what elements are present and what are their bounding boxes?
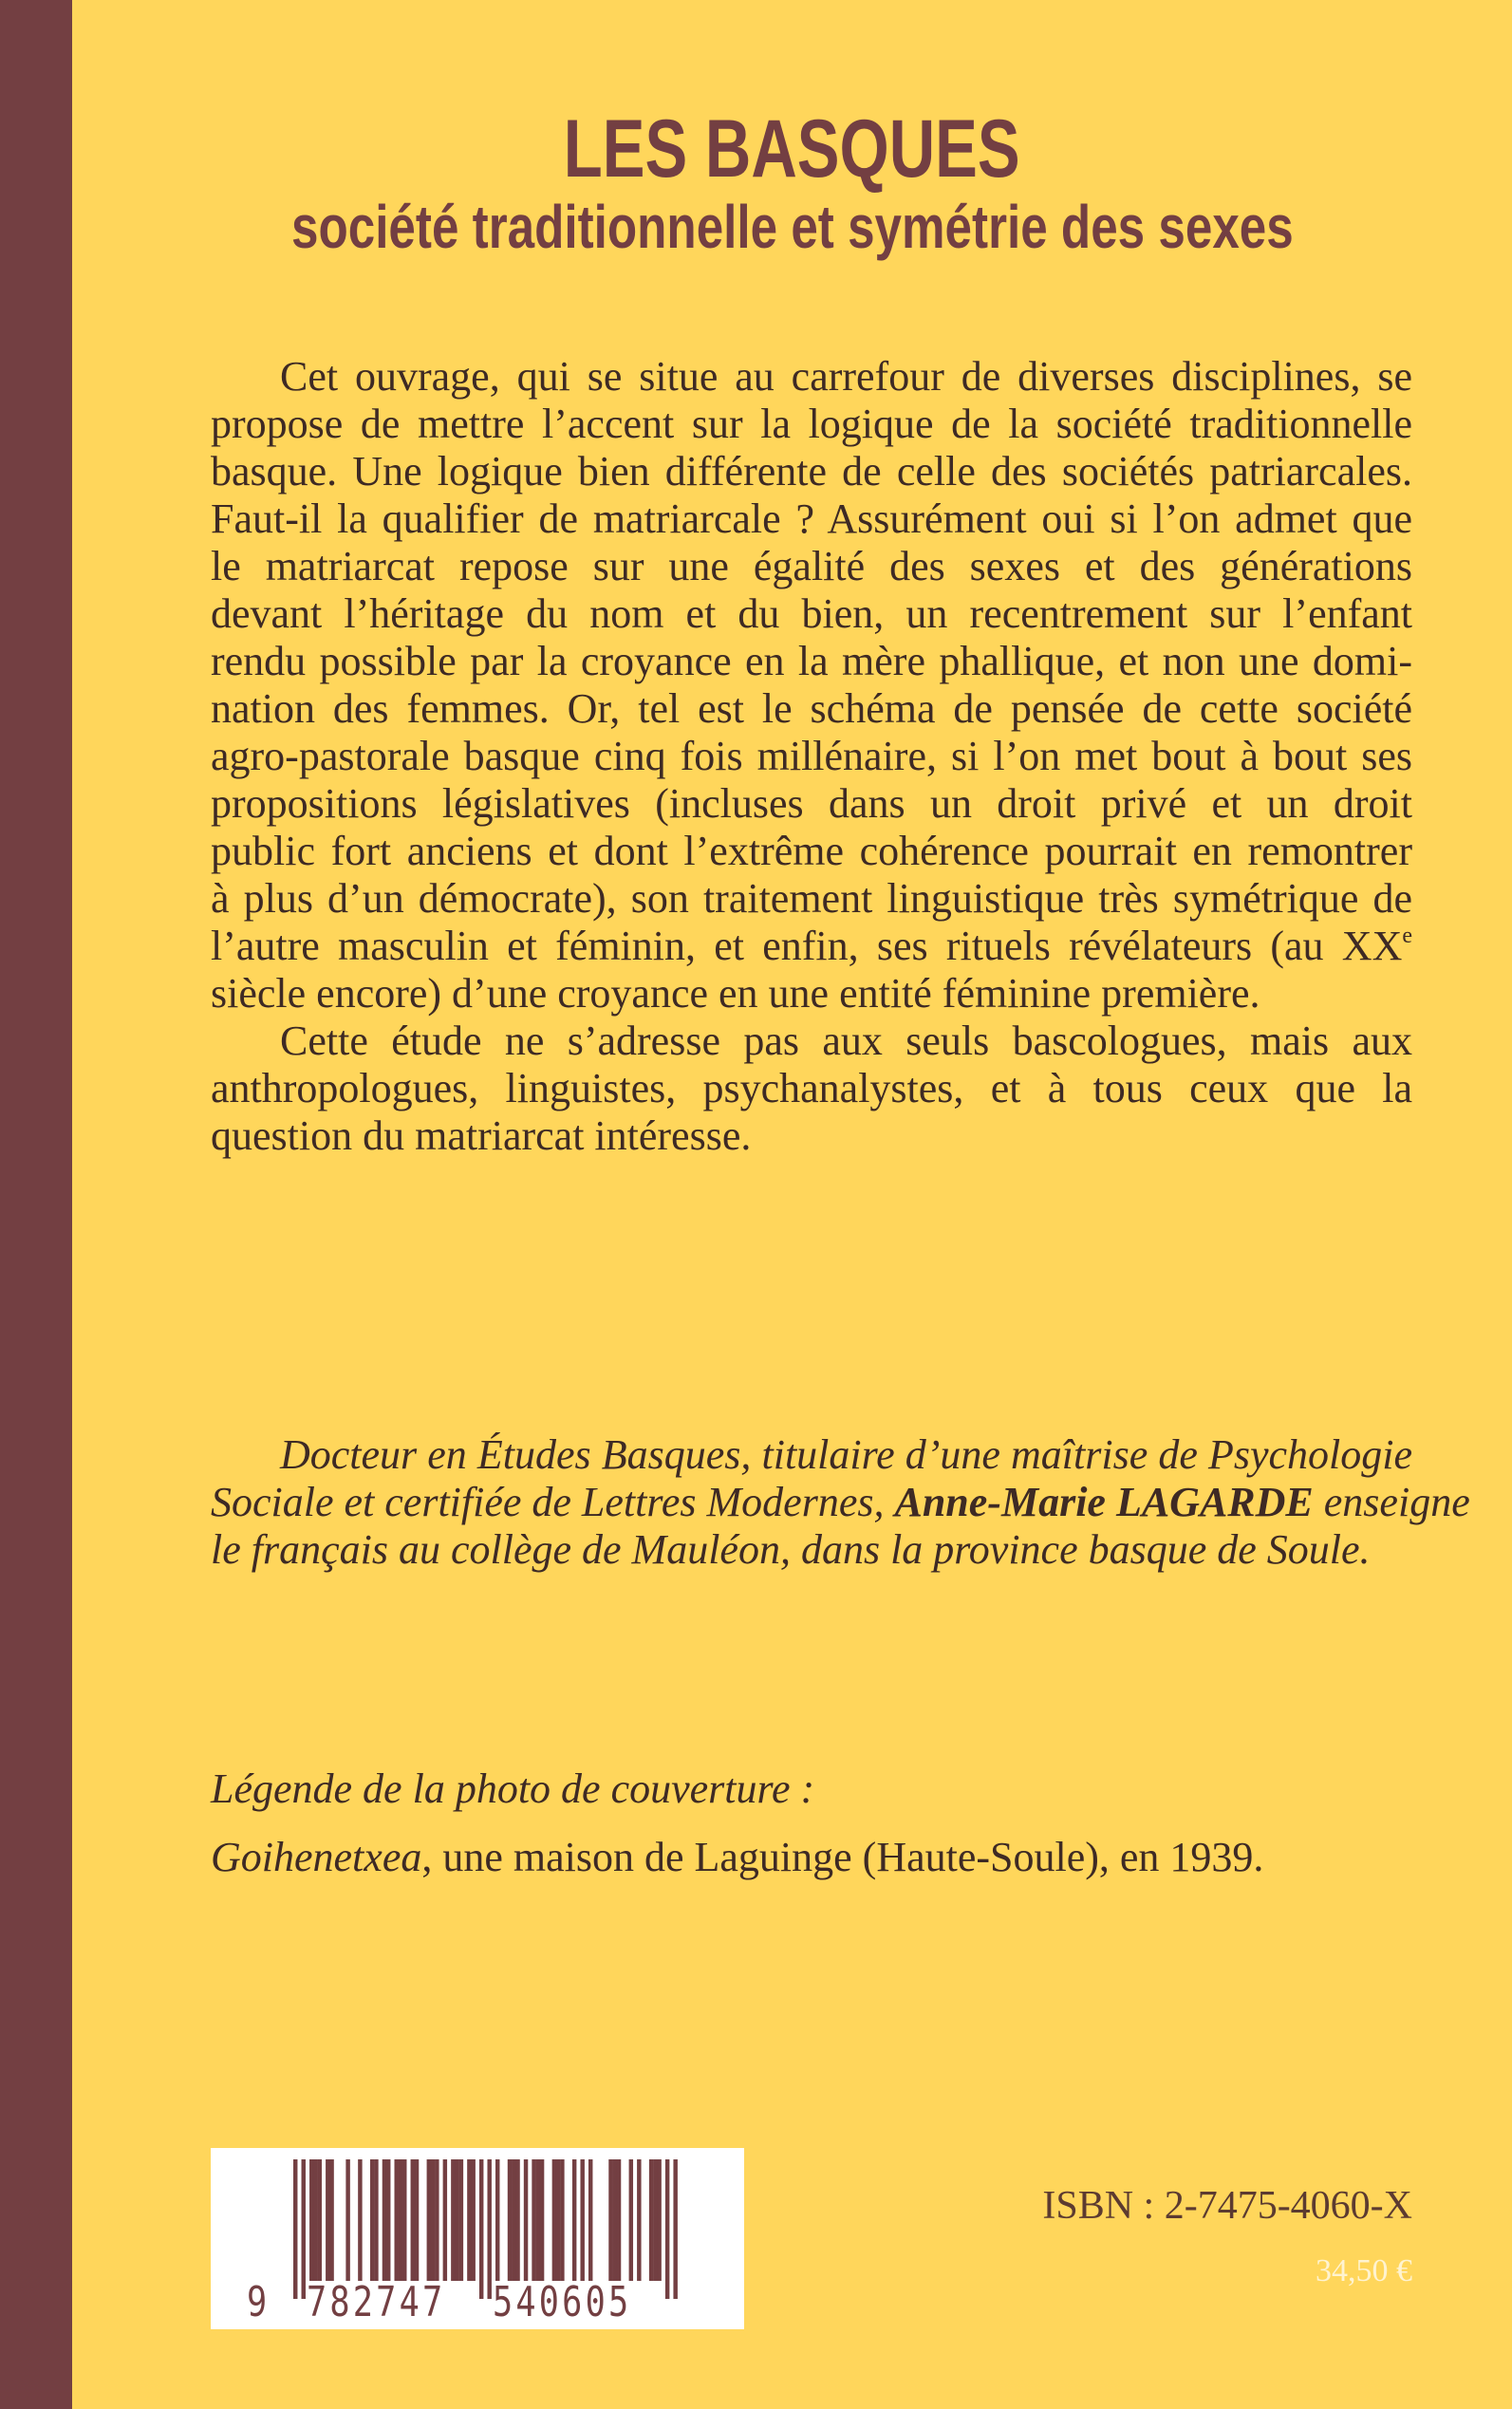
description-line: rendu possible par la croyance en la mère phallique, et non une domi- <box>211 638 1412 684</box>
barcode-bar <box>552 2159 556 2281</box>
caption-text: Goihenetxea, une maison de Laguinge (Haute-Soule), en 1939. <box>211 1834 1264 1880</box>
description-line: le matriarcat repose sur une égalité des sexes et des générations <box>211 543 1412 589</box>
barcode-bar <box>471 2159 475 2281</box>
barcode-bar <box>443 2159 447 2281</box>
description <box>211 353 1412 1160</box>
description-line: siècle encore) d’une croyance en une entité féminine première. <box>211 970 1260 1017</box>
barcode-right-digits: 540605 <box>493 2278 632 2326</box>
barcode-bar <box>673 2159 677 2299</box>
barcode-bar <box>629 2159 633 2281</box>
barcode-bar <box>665 2159 669 2299</box>
barcode-bar <box>326 2159 329 2281</box>
barcode-bar <box>657 2159 661 2281</box>
description-line: l’autre masculin et féminin, et enfin, ses rituels révélateurs (au XXe <box>211 923 1412 969</box>
barcode-left-digits: 782747 <box>307 2278 446 2326</box>
barcode-bar <box>293 2159 297 2299</box>
description-line: propose de mettre l’accent sur la logique de la société traditionnelle <box>211 401 1412 447</box>
barcode-bar <box>358 2159 362 2281</box>
barcode-bar <box>512 2159 515 2281</box>
barcode-bar <box>536 2159 540 2281</box>
description-line: Cet ouvrage, qui se situe au carrefour de diverses disciplines, se <box>280 353 1412 400</box>
barcode-bar <box>370 2159 374 2281</box>
description-line: public fort anciens et dont l’extrême cohérence pourrait en remontrer <box>211 828 1412 874</box>
caption-label: Légende de la photo de couverture : <box>211 1765 815 1812</box>
description-line: anthropologues, linguistes, psychanalystes, et à tous ceux que la <box>211 1065 1412 1111</box>
barcode-bar <box>580 2159 584 2281</box>
barcode-bar <box>309 2159 313 2281</box>
barcode-bar <box>374 2159 378 2281</box>
barcode-first-digit: 9 <box>247 2278 271 2326</box>
barcode-bar <box>653 2159 657 2281</box>
book-subtitle: société traditionnelle et symétrie des sexes <box>290 193 1294 261</box>
barcode-bar <box>427 2159 431 2281</box>
author-bio <box>211 1431 1470 1574</box>
barcode-bar <box>608 2159 612 2281</box>
barcode-bar <box>435 2159 439 2281</box>
barcode-bar <box>451 2159 455 2281</box>
barcode-bar <box>637 2159 641 2281</box>
barcode-bar <box>313 2159 317 2281</box>
barcode-bar <box>572 2159 576 2281</box>
barcode-bar <box>399 2159 402 2281</box>
author-bio-line: le français au collège de Mauléon, dans la province basque de Soule. <box>211 1526 1371 1573</box>
author-name: Anne-Marie LAGARDE <box>894 1479 1314 1525</box>
author-bio-line: Docteur en Études Basques, titulaire d’une maîtrise de Psychologie <box>280 1431 1412 1478</box>
description-line: à plus d’un démocrate), son traitement linguistique très symétrique de <box>211 875 1412 922</box>
barcode-bar <box>617 2159 621 2281</box>
description-paragraph-2 <box>211 1018 1412 1160</box>
description-line: Cette étude ne s’adresse pas aux seuls bascologues, mais aux <box>280 1018 1412 1064</box>
barcode-bar <box>329 2159 333 2281</box>
barcode-bar <box>560 2159 564 2281</box>
description-paragraph-1 <box>211 353 1412 1018</box>
barcode-bar <box>495 2159 499 2281</box>
barcode-bar <box>395 2159 399 2281</box>
barcode-bars <box>211 2148 744 2329</box>
barcode-bar <box>302 2159 306 2299</box>
barcode-bar <box>345 2159 349 2281</box>
description-line: question du matriarcat intéresse. <box>211 1112 752 1159</box>
barcode-bar <box>383 2159 386 2281</box>
barcode <box>211 2148 744 2329</box>
description-line: basque. Une logique bien différente de celle des sociétés patriarcales. <box>211 448 1412 495</box>
barcode-bar <box>467 2159 471 2281</box>
barcode-bar <box>459 2159 463 2281</box>
description-line: agro-pastorale basque cinq fois millénaire, si l’on met bout à bout ses <box>211 733 1412 779</box>
barcode-bar <box>540 2159 544 2281</box>
book-spine-strip <box>0 0 72 2409</box>
barcode-bar <box>524 2159 528 2281</box>
barcode-bar <box>431 2159 435 2281</box>
barcode-bar <box>649 2159 653 2281</box>
book-title: LES BASQUES <box>564 103 1020 195</box>
description-line: nation des femmes. Or, tel est le schéma de pensée de cette société <box>211 685 1412 732</box>
author-bio-line: Sociale et certifiée de Lettres Modernes, Anne-Marie LAGARDE enseigne <box>211 1479 1470 1525</box>
description-line: propositions législatives (incluses dans un droit privé et un droit <box>211 780 1412 827</box>
barcode-bar <box>386 2159 390 2281</box>
isbn: ISBN : 2-7475-4060-X <box>1042 2184 1412 2228</box>
barcode-bar <box>455 2159 458 2281</box>
barcode-bar <box>508 2159 512 2281</box>
barcode-bar <box>318 2159 322 2281</box>
barcode-bar <box>515 2159 519 2281</box>
barcode-bar <box>415 2159 419 2281</box>
barcode-bar <box>402 2159 406 2281</box>
barcode-bar <box>411 2159 415 2281</box>
photo-caption <box>211 1765 1412 1881</box>
barcode-bar <box>479 2159 483 2299</box>
barcode-bar <box>532 2159 535 2281</box>
price: 34,50 € <box>1316 2253 1412 2288</box>
barcode-bar <box>556 2159 560 2281</box>
barcode-bar <box>487 2159 491 2299</box>
barcode-bar <box>588 2159 592 2281</box>
description-line: devant l’héritage du nom et du bien, un recentrement sur l’enfant <box>211 590 1412 637</box>
barcode-bar <box>613 2159 617 2281</box>
description-line: Faut-il la qualifier de matriarcale ? Assurément oui si l’on admet que <box>211 495 1412 542</box>
